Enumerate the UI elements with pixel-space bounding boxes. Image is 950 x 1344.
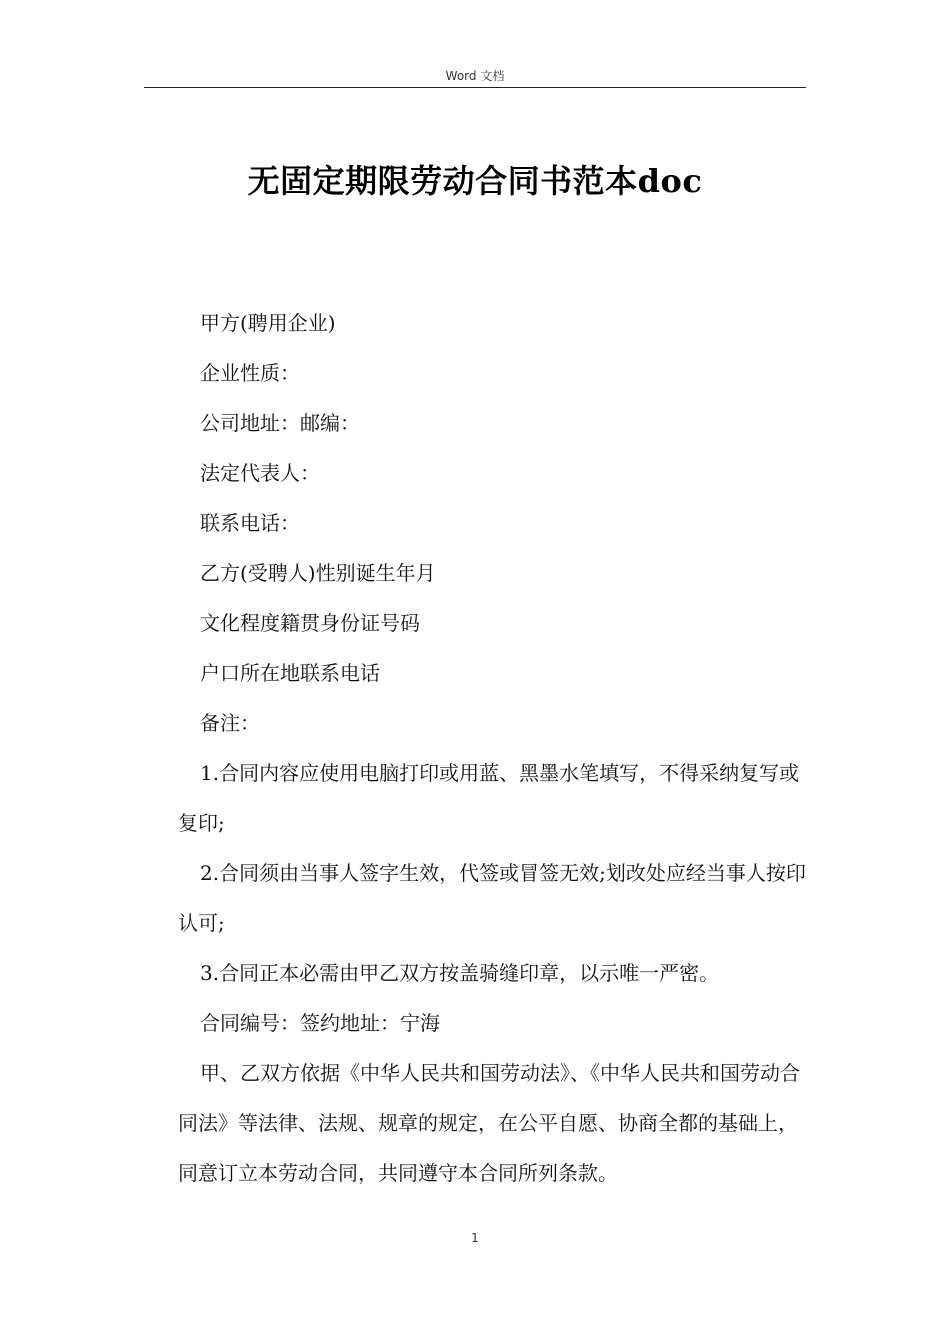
paragraph-note-1: 1.合同内容应使用电脑打印或用蓝、黑墨水笔填写，不得采纳复写或复印; <box>178 761 800 835</box>
paragraph-education: 文化程度籍贯身份证号码 <box>200 611 420 635</box>
header-divider <box>144 87 806 88</box>
paragraph-party-a: 甲方(聘用企业) <box>200 311 336 335</box>
paragraph-contact-phone: 联系电话： <box>200 511 300 535</box>
paragraph-household: 户口所在地联系电话 <box>200 661 380 685</box>
page-number: 1 <box>471 1231 479 1245</box>
paragraph-notes-heading: 备注： <box>200 711 260 735</box>
paragraph-note-2: 2.合同须由当事人签字生效，代签或冒签无效;划改处应经当事人按印认可; <box>178 861 806 935</box>
document-body <box>178 298 808 1198</box>
paragraph-company-address: 公司地址：邮编： <box>200 411 360 435</box>
paragraph-party-b: 乙方(受聘人)性别诞生年月 <box>200 561 436 585</box>
paragraph-agreement: 甲、乙双方依据《中华人民共和国劳动法》、《中华人民共和国劳动合同法》等法律、法规、规章的规定，在公平自愿、协商全都的基础上，同意订立本劳动合同，共同遵守本合同所列条款。 <box>178 1061 800 1185</box>
document-title: 无固定期限劳动合同书范本doc <box>247 162 703 200</box>
header-label: Word 文档 <box>445 69 505 83</box>
paragraph-note-3: 3.合同正本必需由甲乙双方按盖骑缝印章，以示唯一严密。 <box>200 961 720 985</box>
paragraph-company-nature: 企业性质： <box>200 361 300 385</box>
paragraph-legal-representative: 法定代表人： <box>200 461 320 485</box>
paragraph-contract-number: 合同编号：签约地址：宁海 <box>200 1011 440 1035</box>
